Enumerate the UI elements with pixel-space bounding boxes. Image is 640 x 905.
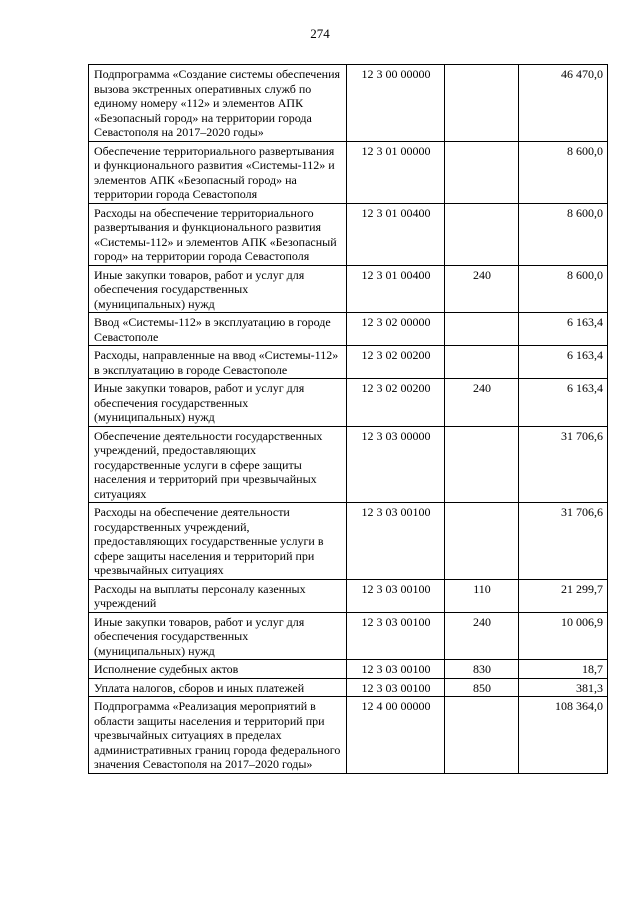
row-type-cell: 240 <box>445 379 519 427</box>
row-type-cell: 240 <box>445 265 519 313</box>
row-code-cell: 12 3 02 00200 <box>347 346 445 379</box>
row-amount-cell: 8 600,0 <box>519 203 608 265</box>
table-row <box>89 678 608 697</box>
row-type-cell <box>445 346 519 379</box>
row-amount-cell: 21 299,7 <box>519 579 608 612</box>
table-row <box>89 660 608 679</box>
budget-table-body <box>89 65 608 774</box>
row-code-cell: 12 3 03 00000 <box>347 426 445 503</box>
row-name-cell: Расходы на выплаты персоналу казенных учреждений <box>89 579 347 612</box>
table-row <box>89 612 608 660</box>
row-name-cell: Расходы на обеспечение территориального развертывания и функционального развития «Системы-112» и элементов АПК «Безопасный город» на территории города Севастополя <box>89 203 347 265</box>
row-code-cell: 12 3 03 00100 <box>347 660 445 679</box>
table-row <box>89 65 608 142</box>
row-amount-cell: 8 600,0 <box>519 265 608 313</box>
row-amount-cell: 6 163,4 <box>519 379 608 427</box>
row-amount-cell: 31 706,6 <box>519 426 608 503</box>
row-name-cell: Подпрограмма «Создание системы обеспечения вызова экстренных оперативных служб по единому номеру «112» и элементов АПК «Безопасный город» на территории города Севастополя на 2017–2020 годы» <box>89 65 347 142</box>
row-code-cell: 12 3 03 00100 <box>347 579 445 612</box>
table-row <box>89 503 608 580</box>
row-type-cell <box>445 313 519 346</box>
row-type-cell <box>445 697 519 774</box>
row-amount-cell: 10 006,9 <box>519 612 608 660</box>
row-name-cell: Расходы, направленные на ввод «Системы-112» в эксплуатацию в городе Севастополе <box>89 346 347 379</box>
row-type-cell: 850 <box>445 678 519 697</box>
row-type-cell <box>445 65 519 142</box>
row-code-cell: 12 3 02 00200 <box>347 379 445 427</box>
budget-table <box>88 64 608 774</box>
row-name-cell: Расходы на обеспечение деятельности государственных учреждений, предоставляющих государственные услуги в сфере защиты населения и территорий при чрезвычайных ситуациях <box>89 503 347 580</box>
table-row <box>89 346 608 379</box>
row-name-cell: Ввод «Системы-112» в эксплуатацию в городе Севастополе <box>89 313 347 346</box>
table-row <box>89 141 608 203</box>
row-amount-cell: 6 163,4 <box>519 346 608 379</box>
row-amount-cell: 108 364,0 <box>519 697 608 774</box>
table-row <box>89 313 608 346</box>
row-name-cell: Уплата налогов, сборов и иных платежей <box>89 678 347 697</box>
table-row <box>89 379 608 427</box>
row-amount-cell: 381,3 <box>519 678 608 697</box>
row-type-cell <box>445 503 519 580</box>
row-amount-cell: 31 706,6 <box>519 503 608 580</box>
table-row <box>89 579 608 612</box>
row-type-cell: 830 <box>445 660 519 679</box>
table-row <box>89 697 608 774</box>
row-name-cell: Иные закупки товаров, работ и услуг для обеспечения государственных (муниципальных) нужд <box>89 379 347 427</box>
row-code-cell: 12 3 03 00100 <box>347 612 445 660</box>
row-amount-cell: 6 163,4 <box>519 313 608 346</box>
table-row <box>89 203 608 265</box>
row-name-cell: Исполнение судебных актов <box>89 660 347 679</box>
row-amount-cell: 8 600,0 <box>519 141 608 203</box>
row-type-cell: 240 <box>445 612 519 660</box>
row-code-cell: 12 3 03 00100 <box>347 503 445 580</box>
row-type-cell <box>445 141 519 203</box>
row-code-cell: 12 3 00 00000 <box>347 65 445 142</box>
table-row <box>89 426 608 503</box>
row-name-cell: Иные закупки товаров, работ и услуг для обеспечения государственных (муниципальных) нужд <box>89 612 347 660</box>
row-code-cell: 12 3 01 00400 <box>347 265 445 313</box>
table-row <box>89 265 608 313</box>
row-type-cell: 110 <box>445 579 519 612</box>
row-type-cell <box>445 203 519 265</box>
row-code-cell: 12 4 00 00000 <box>347 697 445 774</box>
row-name-cell: Подпрограмма «Реализация мероприятий в области защиты населения и территорий при чрезвычайных ситуациях в пределах административных границ города федерального значения Севастополя на 2017–2020 годы» <box>89 697 347 774</box>
row-name-cell: Обеспечение территориального развертывания и функционального развития «Системы-112» и элементов АПК «Безопасный город» на территории города Севастополя <box>89 141 347 203</box>
row-code-cell: 12 3 01 00000 <box>347 141 445 203</box>
row-name-cell: Иные закупки товаров, работ и услуг для обеспечения государственных (муниципальных) нужд <box>89 265 347 313</box>
row-amount-cell: 46 470,0 <box>519 65 608 142</box>
row-amount-cell: 18,7 <box>519 660 608 679</box>
row-code-cell: 12 3 03 00100 <box>347 678 445 697</box>
row-code-cell: 12 3 01 00400 <box>347 203 445 265</box>
row-code-cell: 12 3 02 00000 <box>347 313 445 346</box>
page-number: 274 <box>310 26 330 41</box>
row-type-cell <box>445 426 519 503</box>
row-name-cell: Обеспечение деятельности государственных учреждений, предоставляющих государственные услуги в сфере защиты населения и территорий при чрезвычайных ситуациях <box>89 426 347 503</box>
